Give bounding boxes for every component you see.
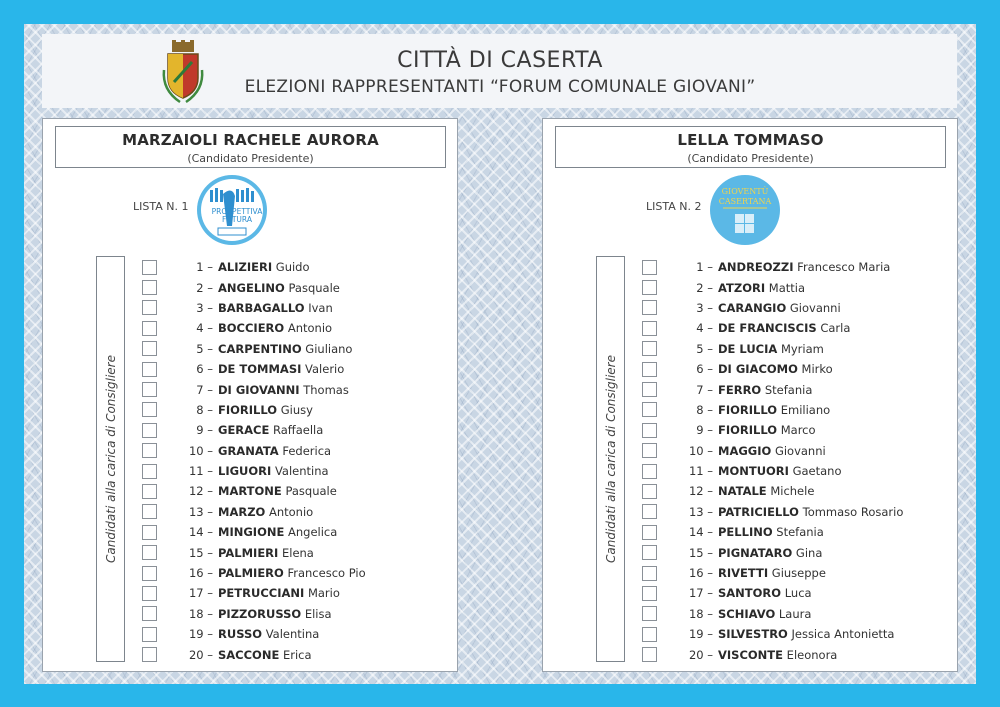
candidate-given-name: Antonio (287, 321, 333, 336)
candidate-row (642, 339, 952, 359)
candidate-surname: FIORILLO (718, 402, 778, 417)
consiglieri-label-box (96, 256, 125, 662)
candidate-given-name: Angelica (287, 525, 338, 540)
candidate-number: 3 – (696, 300, 713, 315)
candidate-number: 14 – (188, 525, 213, 540)
candidate-name (718, 260, 890, 274)
candidate-given-name: Marco (780, 423, 816, 438)
candidate-row (642, 420, 952, 440)
candidate-row (642, 257, 952, 277)
candidate-row (642, 359, 952, 379)
candidate-name (218, 525, 337, 539)
candidate-row (642, 542, 952, 562)
candidate-surname: DI GIACOMO (718, 362, 798, 377)
candidate-surname: PALMIERI (218, 545, 279, 560)
candidate-number: 4 – (196, 321, 213, 336)
vote-checkbox[interactable] (142, 647, 157, 662)
candidate-name (218, 260, 310, 274)
candidate-number: 17 – (688, 586, 713, 601)
candidate-surname: SILVESTRO (718, 627, 788, 642)
candidate-name (218, 444, 331, 458)
candidate-name (218, 281, 340, 295)
candidate-given-name: Valentina (265, 627, 320, 642)
candidate-number: 9 – (196, 423, 213, 438)
candidate-given-name: Francesco Maria (797, 260, 891, 275)
candidate-row (142, 583, 452, 603)
candidate-number: 5 – (196, 341, 213, 356)
vote-checkbox[interactable] (142, 545, 157, 560)
candidate-name (718, 423, 816, 437)
vote-checkbox[interactable] (142, 504, 157, 519)
candidate-given-name: Tommaso Rosario (802, 504, 904, 519)
candidate-name (218, 321, 332, 335)
candidate-name (218, 403, 313, 417)
candidate-name (718, 383, 812, 397)
candidate-given-name: Francesco Pio (287, 566, 366, 581)
candidate-name (218, 607, 332, 621)
candidate-given-name: Elisa (304, 606, 332, 621)
vote-checkbox[interactable] (642, 525, 657, 540)
candidate-list (142, 257, 452, 665)
candidate-surname: GRANATA (218, 443, 279, 458)
candidate-surname: SCHIAVO (718, 606, 776, 621)
vote-checkbox[interactable] (142, 464, 157, 479)
candidate-row (642, 277, 952, 297)
candidate-row (142, 359, 452, 379)
candidate-given-name: Valentina (274, 464, 329, 479)
candidate-name (218, 505, 313, 519)
consiglieri-label-box (596, 256, 625, 662)
candidate-given-name: Giuliano (305, 341, 353, 356)
vote-checkbox[interactable] (642, 423, 657, 438)
candidate-given-name: Gaetano (792, 464, 842, 479)
vote-checkbox[interactable] (142, 341, 157, 356)
candidate-number: 15 – (688, 545, 713, 560)
candidate-given-name: Antonio (268, 504, 314, 519)
candidate-row (142, 644, 452, 664)
candidate-given-name: Giovanni (774, 443, 826, 458)
candidate-row (642, 583, 952, 603)
candidate-surname: FERRO (718, 382, 762, 397)
lista-number: LISTA N. 2 (646, 200, 702, 213)
candidate-given-name: Gina (795, 545, 823, 560)
candidate-surname: PATRICIELLO (718, 504, 799, 519)
candidate-surname: NATALE (718, 484, 767, 499)
candidate-surname: SANTORO (718, 586, 782, 601)
candidate-surname: DI GIOVANNI (218, 382, 300, 397)
candidate-number: 7 – (696, 382, 713, 397)
candidate-number: 20 – (188, 647, 213, 662)
vote-checkbox[interactable] (642, 341, 657, 356)
candidate-given-name: Ivan (308, 300, 333, 315)
list-panel-1 (42, 118, 458, 672)
candidate-surname: GERACE (218, 423, 270, 438)
vote-checkbox[interactable] (642, 300, 657, 315)
candidate-name (718, 627, 894, 641)
candidate-given-name: Federica (282, 443, 332, 458)
candidate-row (142, 563, 452, 583)
candidate-row (142, 277, 452, 297)
candidate-name (218, 383, 349, 397)
vote-checkbox[interactable] (642, 443, 657, 458)
candidate-name (718, 444, 826, 458)
candidate-given-name: Mirko (801, 362, 833, 377)
candidate-row (142, 339, 452, 359)
candidate-number: 1 – (696, 260, 713, 275)
candidate-surname: DE FRANCISCIS (718, 321, 817, 336)
candidate-row (642, 563, 952, 583)
vote-checkbox[interactable] (142, 362, 157, 377)
vote-checkbox[interactable] (142, 260, 157, 275)
president-box (555, 126, 946, 168)
vote-checkbox[interactable] (142, 280, 157, 295)
candidate-given-name: Emiliano (780, 402, 831, 417)
candidate-name (218, 423, 323, 437)
candidate-given-name: Mario (307, 586, 340, 601)
candidate-surname: CARPENTINO (218, 341, 302, 356)
vote-checkbox[interactable] (642, 627, 657, 642)
candidate-given-name: Giovanni (789, 300, 841, 315)
candidate-row (142, 542, 452, 562)
candidate-surname: MINGIONE (218, 525, 285, 540)
candidate-number: 5 – (696, 341, 713, 356)
vote-checkbox[interactable] (142, 402, 157, 417)
candidate-surname: FIORILLO (718, 423, 778, 438)
candidate-row (642, 644, 952, 664)
candidate-surname: ALIZIERI (218, 260, 273, 275)
candidate-name (218, 362, 344, 376)
candidate-number: 18 – (688, 606, 713, 621)
candidate-number: 18 – (188, 606, 213, 621)
candidate-row (142, 624, 452, 644)
vote-checkbox[interactable] (642, 504, 657, 519)
candidate-name (718, 362, 833, 376)
candidate-number: 11 – (688, 464, 713, 479)
candidate-name (718, 566, 826, 580)
candidate-name (218, 464, 329, 478)
candidate-surname: SACCONE (218, 647, 280, 662)
president-role: (Candidato Presidente) (187, 152, 314, 165)
candidate-name (718, 648, 837, 662)
vote-checkbox[interactable] (142, 566, 157, 581)
svg-text:GIOVENTÙ: GIOVENTÙ (721, 187, 769, 196)
candidate-given-name: Mattia (768, 280, 805, 295)
candidate-row (642, 481, 952, 501)
candidate-name (218, 546, 314, 560)
vote-checkbox[interactable] (642, 566, 657, 581)
candidate-name (718, 321, 850, 335)
candidate-row (642, 522, 952, 542)
president-box (55, 126, 446, 168)
candidate-surname: PELLINO (718, 525, 773, 540)
list-panel-2 (542, 118, 958, 672)
vote-checkbox[interactable] (642, 260, 657, 275)
candidate-row (642, 624, 952, 644)
lista-number: LISTA N. 1 (133, 200, 189, 213)
candidate-number: 11 – (188, 464, 213, 479)
vote-checkbox[interactable] (642, 321, 657, 336)
candidate-surname: ATZORI (718, 280, 766, 295)
candidate-name (718, 546, 822, 560)
consiglieri-label: Candidati alla carica di Consigliere (103, 355, 118, 563)
candidate-row (142, 379, 452, 399)
candidate-number: 2 – (696, 280, 713, 295)
vote-checkbox[interactable] (142, 606, 157, 621)
candidate-given-name: Eleonora (786, 647, 838, 662)
candidate-name (218, 627, 319, 641)
candidate-name (218, 648, 312, 662)
candidate-given-name: Michele (770, 484, 815, 499)
vote-checkbox[interactable] (142, 423, 157, 438)
candidate-name (218, 586, 340, 600)
candidate-row (142, 461, 452, 481)
vote-checkbox[interactable] (142, 586, 157, 601)
candidate-name (718, 403, 830, 417)
candidate-number: 16 – (688, 566, 713, 581)
candidate-surname: BARBAGALLO (218, 300, 305, 315)
candidate-row (142, 420, 452, 440)
candidate-name (218, 566, 366, 580)
vote-checkbox[interactable] (142, 382, 157, 397)
candidate-row (642, 379, 952, 399)
candidate-number: 19 – (688, 627, 713, 642)
candidate-number: 19 – (188, 627, 213, 642)
candidate-surname: PALMIERO (218, 566, 284, 581)
vote-checkbox[interactable] (642, 586, 657, 601)
candidate-row (642, 441, 952, 461)
candidate-number: 2 – (196, 280, 213, 295)
candidate-given-name: Laura (778, 606, 812, 621)
candidate-number: 13 – (688, 504, 713, 519)
candidate-row (642, 318, 952, 338)
candidate-number: 12 – (188, 484, 213, 499)
candidate-number: 8 – (196, 402, 213, 417)
candidate-surname: MAGGIO (718, 443, 772, 458)
vote-checkbox[interactable] (642, 382, 657, 397)
candidate-surname: BOCCIERO (218, 321, 285, 336)
candidate-surname: ANDREOZZI (718, 260, 794, 275)
candidate-given-name: Valerio (305, 362, 345, 377)
candidate-given-name: Raffaella (273, 423, 324, 438)
candidate-row (142, 257, 452, 277)
candidate-number: 6 – (196, 362, 213, 377)
candidate-surname: PIZZORUSSO (218, 606, 302, 621)
candidate-surname: ANGELINO (218, 280, 285, 295)
candidate-number: 14 – (688, 525, 713, 540)
candidate-number: 20 – (688, 647, 713, 662)
consiglieri-label: Candidati alla carica di Consigliere (603, 355, 618, 563)
svg-text:FUTURA: FUTURA (222, 215, 252, 224)
candidate-row (142, 298, 452, 318)
candidate-given-name: Pasquale (288, 280, 340, 295)
vote-checkbox[interactable] (642, 280, 657, 295)
page-title: CITTÀ DI CASERTA (397, 48, 603, 73)
candidate-name (718, 464, 842, 478)
candidate-row (142, 318, 452, 338)
vote-checkbox[interactable] (142, 443, 157, 458)
vote-checkbox[interactable] (642, 402, 657, 417)
vote-checkbox[interactable] (142, 484, 157, 499)
candidate-surname: CARANGIO (718, 300, 787, 315)
candidate-name (718, 586, 812, 600)
candidate-name (218, 342, 352, 356)
candidate-given-name: Stefania (764, 382, 813, 397)
candidate-surname: LIGUORI (218, 464, 272, 479)
candidate-surname: MONTUORI (718, 464, 789, 479)
vote-checkbox[interactable] (642, 464, 657, 479)
candidate-surname: FIORILLO (218, 402, 278, 417)
candidate-surname: PETRUCCIANI (218, 586, 305, 601)
candidate-name (718, 342, 824, 356)
candidate-given-name: Thomas (303, 382, 349, 397)
candidate-surname: DE LUCIA (718, 341, 778, 356)
candidate-given-name: Stefania (776, 525, 824, 540)
candidate-surname: RUSSO (218, 627, 263, 642)
candidate-number: 10 – (688, 443, 713, 458)
candidate-given-name: Pasquale (285, 484, 337, 499)
gioventu-casertana-logo-icon (709, 174, 781, 246)
vote-checkbox[interactable] (142, 525, 157, 540)
vote-checkbox[interactable] (142, 300, 157, 315)
prospettiva-futura-logo-icon (196, 174, 268, 246)
candidate-name (718, 281, 805, 295)
candidate-row (142, 400, 452, 420)
candidate-surname: DE TOMMASI (218, 362, 302, 377)
candidate-given-name: Luca (784, 586, 812, 601)
candidate-row (642, 400, 952, 420)
candidate-number: 1 – (196, 260, 213, 275)
candidate-number: 13 – (188, 504, 213, 519)
candidate-given-name: Giusy (280, 402, 313, 417)
candidate-row (142, 604, 452, 624)
president-name: LELLA TOMMASO (677, 131, 824, 149)
candidate-name (718, 525, 824, 539)
candidate-row (642, 502, 952, 522)
candidate-row (642, 461, 952, 481)
candidate-surname: VISCONTE (718, 647, 784, 662)
candidate-name (718, 484, 814, 498)
candidate-number: 4 – (696, 321, 713, 336)
candidate-row (142, 481, 452, 501)
candidate-given-name: Elena (281, 545, 314, 560)
candidate-row (142, 522, 452, 542)
candidate-given-name: Guido (275, 260, 310, 275)
candidate-row (142, 441, 452, 461)
candidate-row (642, 298, 952, 318)
candidate-name (718, 505, 903, 519)
candidate-number: 16 – (188, 566, 213, 581)
candidate-number: 9 – (696, 423, 713, 438)
candidate-surname: MARZO (218, 504, 266, 519)
svg-text:PROSPETTIVA: PROSPETTIVA (211, 207, 263, 216)
vote-checkbox[interactable] (142, 627, 157, 642)
candidate-given-name: Erica (282, 647, 312, 662)
vote-checkbox[interactable] (642, 362, 657, 377)
candidate-number: 12 – (688, 484, 713, 499)
candidate-name (718, 301, 841, 315)
candidate-given-name: Myriam (780, 341, 824, 356)
vote-checkbox[interactable] (642, 484, 657, 499)
candidate-name (718, 607, 811, 621)
candidate-name (218, 484, 337, 498)
candidate-given-name: Giuseppe (771, 566, 826, 581)
candidate-number: 8 – (696, 402, 713, 417)
candidate-list (642, 257, 952, 665)
candidate-given-name: Jessica Antonietta (791, 627, 895, 642)
candidate-number: 7 – (196, 382, 213, 397)
candidate-number: 10 – (188, 443, 213, 458)
vote-checkbox[interactable] (642, 606, 657, 621)
candidate-row (642, 604, 952, 624)
vote-checkbox[interactable] (642, 647, 657, 662)
president-role: (Candidato Presidente) (687, 152, 814, 165)
candidate-surname: RIVETTI (718, 566, 769, 581)
candidate-surname: MARTONE (218, 484, 282, 499)
candidate-given-name: Carla (820, 321, 851, 336)
candidate-number: 3 – (196, 300, 213, 315)
president-name: MARZAIOLI RACHELE AURORA (122, 131, 379, 149)
candidate-number: 17 – (188, 586, 213, 601)
vote-checkbox[interactable] (142, 321, 157, 336)
candidate-surname: PIGNATARO (718, 545, 793, 560)
candidate-name (218, 301, 333, 315)
vote-checkbox[interactable] (642, 545, 657, 560)
candidate-number: 6 – (696, 362, 713, 377)
page-subtitle: ELEZIONI RAPPRESENTANTI “FORUM COMUNALE GIOVANI” (244, 77, 756, 97)
candidate-number: 15 – (188, 545, 213, 560)
candidate-row (142, 502, 452, 522)
svg-text:CASERTANA: CASERTANA (718, 197, 772, 206)
